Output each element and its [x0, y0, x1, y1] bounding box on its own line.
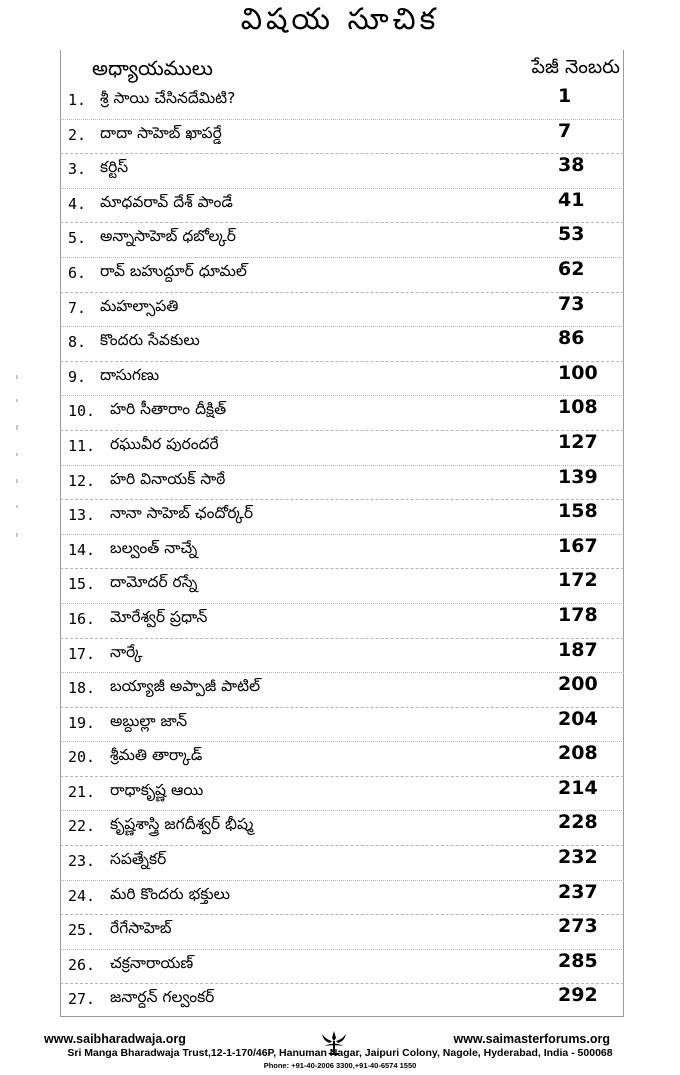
- contents-row: [60, 984, 624, 1019]
- contents-row: [60, 639, 624, 674]
- chapter-number: 3.: [68, 160, 87, 179]
- chapter-number: 24.: [68, 886, 96, 905]
- chapter-number: 16.: [68, 609, 96, 628]
- chapter-title: కర్టిస్: [100, 158, 129, 177]
- contents-row: [60, 673, 624, 708]
- page-number: 108: [558, 396, 598, 419]
- chapter-title: దాదా సాహెబ్ ఖాపర్డే: [100, 123, 222, 142]
- page-number: 200: [558, 673, 598, 696]
- chapter-number: 6.: [68, 263, 87, 282]
- contents-row: [60, 85, 624, 120]
- page-number: 237: [558, 880, 598, 903]
- contents-row: [60, 396, 624, 431]
- chapter-title: హరి సీతారాం దీక్షిత్: [110, 400, 227, 419]
- chapter-title: మరి కొందరు భక్తులు: [110, 884, 230, 903]
- chapter-number: 21.: [68, 782, 96, 801]
- page-number: 7: [558, 119, 572, 142]
- page-number: 62: [558, 257, 585, 280]
- page-number: 208: [558, 742, 598, 765]
- footer-left-link[interactable]: www.saibharadwaja.org: [44, 1032, 186, 1046]
- page-number: 187: [558, 638, 598, 661]
- chapter-title: అబ్దుల్లా జాన్: [110, 711, 188, 730]
- contents-row: [60, 189, 624, 224]
- contents-row: [60, 708, 624, 743]
- chapter-number: 1.: [68, 91, 87, 109]
- chapter-title: హరి వినాయక్ సాఠే: [110, 469, 226, 488]
- chapter-number: 20.: [68, 748, 96, 767]
- contents-row: [60, 742, 624, 777]
- page-number: 285: [558, 949, 598, 972]
- page-number: 273: [558, 915, 598, 938]
- chapter-number: 5.: [68, 229, 87, 248]
- chapter-title: జనార్దన్ గల్వంకర్: [110, 988, 215, 1007]
- chapters-column-header: అధ్యాయములు: [92, 56, 213, 80]
- chapter-number: 10.: [68, 402, 96, 421]
- page-number: 100: [558, 361, 598, 384]
- footer-right-link[interactable]: www.saimasterforums.org: [453, 1032, 610, 1046]
- contents-row: [60, 223, 624, 258]
- contents-row: [60, 258, 624, 293]
- chapter-title: శ్రీ సాయి చేసినదేమిటి?: [100, 89, 236, 107]
- chapter-title: మాధవరావ్ దేశ్ పాండే: [100, 192, 233, 211]
- chapter-number: 9.: [68, 367, 87, 386]
- chapter-number: 25.: [68, 921, 96, 940]
- page-number: 214: [558, 776, 598, 799]
- contents-row: [60, 569, 624, 604]
- chapter-title: మోరేశ్వర్ ప్రధాన్: [110, 607, 208, 626]
- contents-row: [60, 777, 624, 812]
- chapter-number: 19.: [68, 713, 96, 732]
- page-number: 127: [558, 430, 598, 453]
- contents-row: [60, 500, 624, 535]
- chapter-title: బల్వంత్ నాచ్నే: [110, 538, 198, 557]
- page-number: 178: [558, 603, 598, 626]
- page-number: 139: [558, 465, 598, 488]
- page-number: 73: [558, 292, 585, 315]
- page-number: 38: [558, 154, 585, 177]
- page-number: 228: [558, 811, 598, 834]
- contents-row: [60, 881, 624, 916]
- chapter-title: కృష్ణశాస్త్రి జగదీశ్వర్ భీష్మ: [110, 815, 254, 834]
- contents-row: [60, 915, 624, 950]
- chapter-title: శ్రీమతి తార్కాడ్: [110, 746, 203, 765]
- chapter-number: 7.: [68, 298, 87, 317]
- chapter-title: సపత్నేకర్: [110, 850, 167, 869]
- chapter-title: రఘువీర పురందరే: [110, 434, 219, 453]
- contents-row: [60, 327, 624, 362]
- page-number: 53: [558, 223, 585, 246]
- page-number: 1: [558, 85, 572, 107]
- chapter-title: కొందరు సేవకులు: [100, 331, 200, 350]
- chapter-title: రావ్ బహుద్దూర్ ధూమల్: [100, 261, 247, 280]
- chapter-title: అన్నాసాహెబ్ ధబోల్కర్: [100, 227, 236, 246]
- contents-row: [60, 120, 624, 155]
- chapter-number: 13.: [68, 506, 96, 525]
- contents-row: [60, 811, 624, 846]
- chapter-number: 17.: [68, 644, 96, 663]
- contents-list: [60, 85, 624, 1019]
- contents-row: [60, 466, 624, 501]
- contents-row: [60, 535, 624, 570]
- chapter-title: రేగేసాహెబ్: [110, 919, 172, 938]
- footer-phone: Phone: +91-40-2006 3300,+91-40-6574 1550: [263, 1061, 417, 1070]
- page-number: 41: [558, 188, 585, 211]
- page-number: 292: [558, 984, 598, 1007]
- contents-row: [60, 362, 624, 397]
- chapter-number: 14.: [68, 540, 96, 559]
- chapter-number: 18.: [68, 679, 96, 698]
- contents-row: [60, 604, 624, 639]
- chapter-title: రాధాకృష్ణ ఆయి: [110, 780, 204, 799]
- table-header: [60, 56, 624, 86]
- contents-row: [60, 846, 624, 881]
- page-number: 158: [558, 500, 598, 523]
- chapter-title: నానా సాహెబ్ ఛందోర్కర్: [110, 504, 254, 523]
- page-number: 167: [558, 534, 598, 557]
- scan-margin-marks: [12, 375, 22, 545]
- footer-address: Sri Manga Bharadwaja Trust,12-1-170/46P, Hanuman Nagar, Jaipuri Colony, Nagole, Hyderabad, India - 500068: [67, 1047, 613, 1059]
- contents-row: [60, 154, 624, 189]
- chapter-title: బయ్యాజీ అప్పాజీ పాటిల్: [110, 677, 261, 696]
- contents-row: [60, 431, 624, 466]
- contents-row: [60, 293, 624, 328]
- footer: [0, 1030, 680, 1075]
- chapter-number: 23.: [68, 852, 96, 871]
- chapter-number: 15.: [68, 575, 96, 594]
- chapter-number: 11.: [68, 436, 96, 455]
- chapter-number: 2.: [68, 125, 87, 144]
- chapter-title: చక్రనారాయణ్: [110, 953, 194, 972]
- page-number: 172: [558, 569, 598, 592]
- chapter-title: మహల్సాపతి: [100, 296, 179, 315]
- page-number: 86: [558, 327, 585, 350]
- chapter-number: 26.: [68, 955, 96, 974]
- chapter-title: దాసుగణు: [100, 365, 160, 384]
- chapter-number: 27.: [68, 990, 96, 1009]
- contents-row: [60, 950, 624, 985]
- chapter-number: 8.: [68, 333, 87, 352]
- page-title: విషయ సూచిక: [240, 2, 440, 37]
- page-number-column-header: పేజీ నెంబరు: [531, 56, 620, 78]
- page-number: 232: [558, 846, 598, 869]
- page-number: 204: [558, 707, 598, 730]
- chapter-number: 12.: [68, 471, 96, 490]
- chapter-title: నార్కే: [110, 642, 143, 661]
- chapter-number: 22.: [68, 817, 96, 836]
- chapter-number: 4.: [68, 194, 87, 213]
- chapter-title: దామోదర్ రస్నే: [110, 573, 198, 592]
